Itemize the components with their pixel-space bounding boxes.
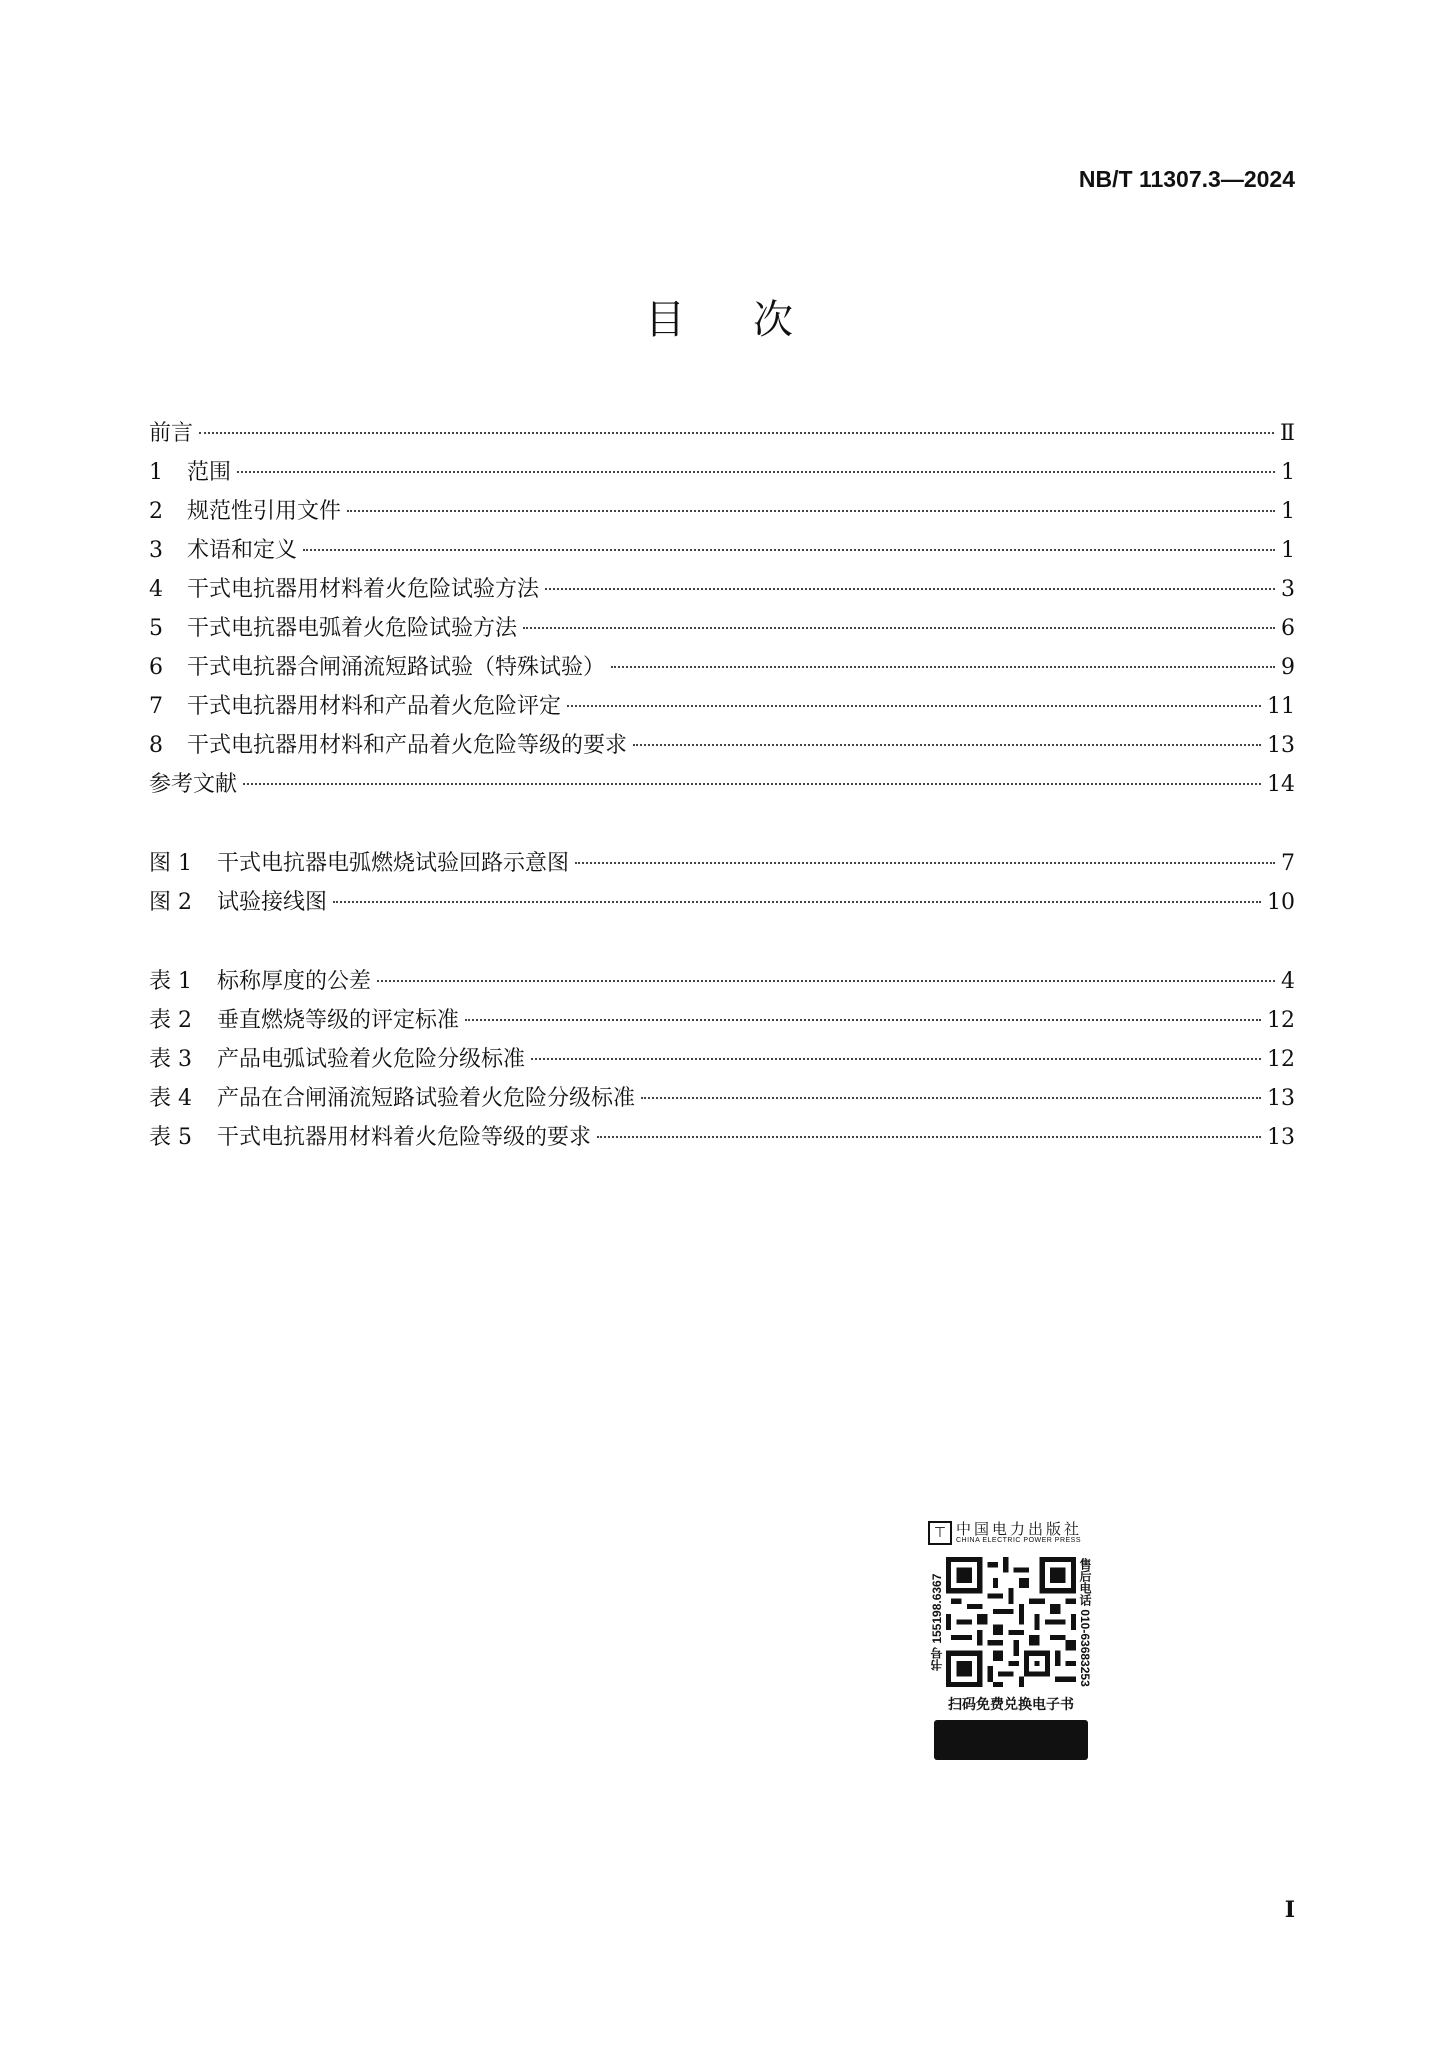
dot-leader	[347, 510, 1275, 512]
toc-entry[interactable]	[149, 765, 1295, 804]
dot-leader	[523, 627, 1275, 629]
toc-entry-label: 干式电抗器用材料和产品着火危险评定	[187, 694, 562, 719]
toc-entry[interactable]	[149, 726, 1295, 765]
support-phone: 售后电话 010-63683253	[1078, 1557, 1092, 1687]
toc-entry[interactable]	[149, 687, 1295, 726]
toc-entry[interactable]	[149, 609, 1295, 648]
book-number: 书号 155198.6367	[930, 1573, 944, 1671]
toc-entry-page: 13	[1267, 1125, 1295, 1150]
toc-figures	[149, 844, 1295, 922]
toc-entry-page: 13	[1267, 1086, 1295, 1111]
toc-entry-number: 表 1	[149, 969, 192, 994]
publisher-name: 中国电力出版社	[956, 1520, 1083, 1538]
toc-entry[interactable]	[149, 648, 1295, 687]
toc-entry-label: 干式电抗器用材料着火危险等级的要求	[217, 1125, 592, 1150]
toc-entry-label: 干式电抗器合闸涌流短路试验（特殊试验）	[187, 655, 606, 680]
toc-entry[interactable]	[149, 1079, 1295, 1118]
toc-entry[interactable]	[149, 962, 1295, 1001]
redaction-bar	[934, 1720, 1088, 1760]
toc-entry-number: 7	[149, 694, 163, 719]
toc-entry-page: 4	[1281, 969, 1295, 994]
dot-leader	[545, 588, 1275, 590]
toc-entry-number: 表 4	[149, 1086, 192, 1111]
toc-entry-label: 干式电抗器电弧燃烧试验回路示意图	[217, 851, 570, 876]
dot-leader	[531, 1058, 1261, 1060]
toc-entry[interactable]	[149, 844, 1295, 883]
toc-entry-number: 表 2	[149, 1008, 192, 1033]
toc-entry[interactable]	[149, 1118, 1295, 1157]
toc-entry-number: 1	[149, 460, 163, 485]
qr-code[interactable]	[946, 1556, 1076, 1688]
toc-entry-page: 9	[1281, 655, 1295, 680]
toc-entry-number: 8	[149, 733, 163, 758]
toc-entry[interactable]	[149, 570, 1295, 609]
toc-entry-page: 1	[1281, 460, 1295, 485]
toc-entry-label: 垂直燃烧等级的评定标准	[217, 1008, 460, 1033]
toc-entry-label: 产品在合闸涌流短路试验着火危险分级标准	[217, 1086, 636, 1111]
standard-number: NB/T 11307.3—2024	[1078, 166, 1295, 192]
toc-entry[interactable]	[149, 883, 1295, 922]
toc-entry-label: 试验接线图	[217, 890, 328, 915]
toc-entry-page: 11	[1267, 694, 1295, 719]
toc-entry[interactable]	[149, 453, 1295, 492]
toc-entry[interactable]	[149, 1040, 1295, 1079]
dot-leader	[303, 549, 1275, 551]
toc-entry-page: 14	[1267, 772, 1295, 797]
toc-entry-page: 12	[1267, 1047, 1295, 1072]
dot-leader	[611, 666, 1275, 668]
toc-entry-label: 标称厚度的公差	[217, 969, 372, 994]
publisher-logo	[928, 1518, 1094, 1548]
toc-entry-page: 13	[1267, 733, 1295, 758]
qr-caption: 扫码免费兑换电子书	[948, 1697, 1074, 1713]
publisher-name-en: CHINA ELECTRIC POWER PRESS	[956, 1537, 1082, 1544]
toc-entry-label: 规范性引用文件	[187, 499, 342, 524]
toc-entry-label: 干式电抗器用材料和产品着火危险等级的要求	[187, 733, 628, 758]
dot-leader	[243, 783, 1261, 785]
toc-tables	[149, 962, 1295, 1157]
toc-entry-page: 12	[1267, 1008, 1295, 1033]
toc-entry-label: 前言	[149, 421, 194, 446]
toc-entry-number: 表 3	[149, 1047, 192, 1072]
toc-entry-number: 2	[149, 499, 163, 524]
toc-entry-label: 产品电弧试验着火危险分级标准	[217, 1047, 526, 1072]
toc-entry[interactable]	[149, 531, 1295, 570]
toc-entry-page: Ⅱ	[1280, 421, 1295, 446]
toc-entry-label: 参考文献	[149, 772, 238, 797]
toc-entry-number: 表 5	[149, 1125, 192, 1150]
toc-entry-label: 范围	[187, 460, 232, 485]
toc-entry-number: 图 1	[149, 851, 192, 876]
page-title: 目次	[645, 297, 861, 343]
dot-leader	[465, 1019, 1261, 1021]
toc-entry-page: 1	[1281, 499, 1295, 524]
dot-leader	[567, 705, 1261, 707]
page-number: I	[1284, 1897, 1295, 1923]
dot-leader	[237, 471, 1275, 473]
toc-entry-number: 6	[149, 655, 163, 680]
toc-entry[interactable]	[149, 414, 1295, 453]
toc-entry-label: 术语和定义	[187, 538, 298, 563]
toc-entry-label: 干式电抗器电弧着火危险试验方法	[187, 616, 518, 641]
toc-entry[interactable]	[149, 1001, 1295, 1040]
qr-promo-block	[928, 1518, 1094, 1760]
dot-leader	[333, 901, 1261, 903]
toc-entry-page: 6	[1281, 616, 1295, 641]
toc-entry-page: 3	[1281, 577, 1295, 602]
toc-entry-page: 10	[1267, 890, 1295, 915]
toc-entry-number: 4	[149, 577, 163, 602]
publisher-emblem-icon: ⊤	[928, 1521, 952, 1545]
dot-leader	[641, 1097, 1261, 1099]
toc-entry-number: 图 2	[149, 890, 192, 915]
dot-leader	[575, 862, 1275, 864]
toc-entry-label: 干式电抗器用材料着火危险试验方法	[187, 577, 540, 602]
dot-leader	[597, 1136, 1261, 1138]
toc-entry-number: 3	[149, 538, 163, 563]
toc-entry-page: 1	[1281, 538, 1295, 563]
toc-chapters	[149, 414, 1295, 804]
dot-leader	[199, 432, 1274, 434]
dot-leader	[633, 744, 1261, 746]
dot-leader	[377, 980, 1275, 982]
toc-entry[interactable]	[149, 492, 1295, 531]
table-of-contents	[149, 414, 1295, 1157]
toc-entry-number: 5	[149, 616, 163, 641]
toc-entry-page: 7	[1281, 851, 1295, 876]
